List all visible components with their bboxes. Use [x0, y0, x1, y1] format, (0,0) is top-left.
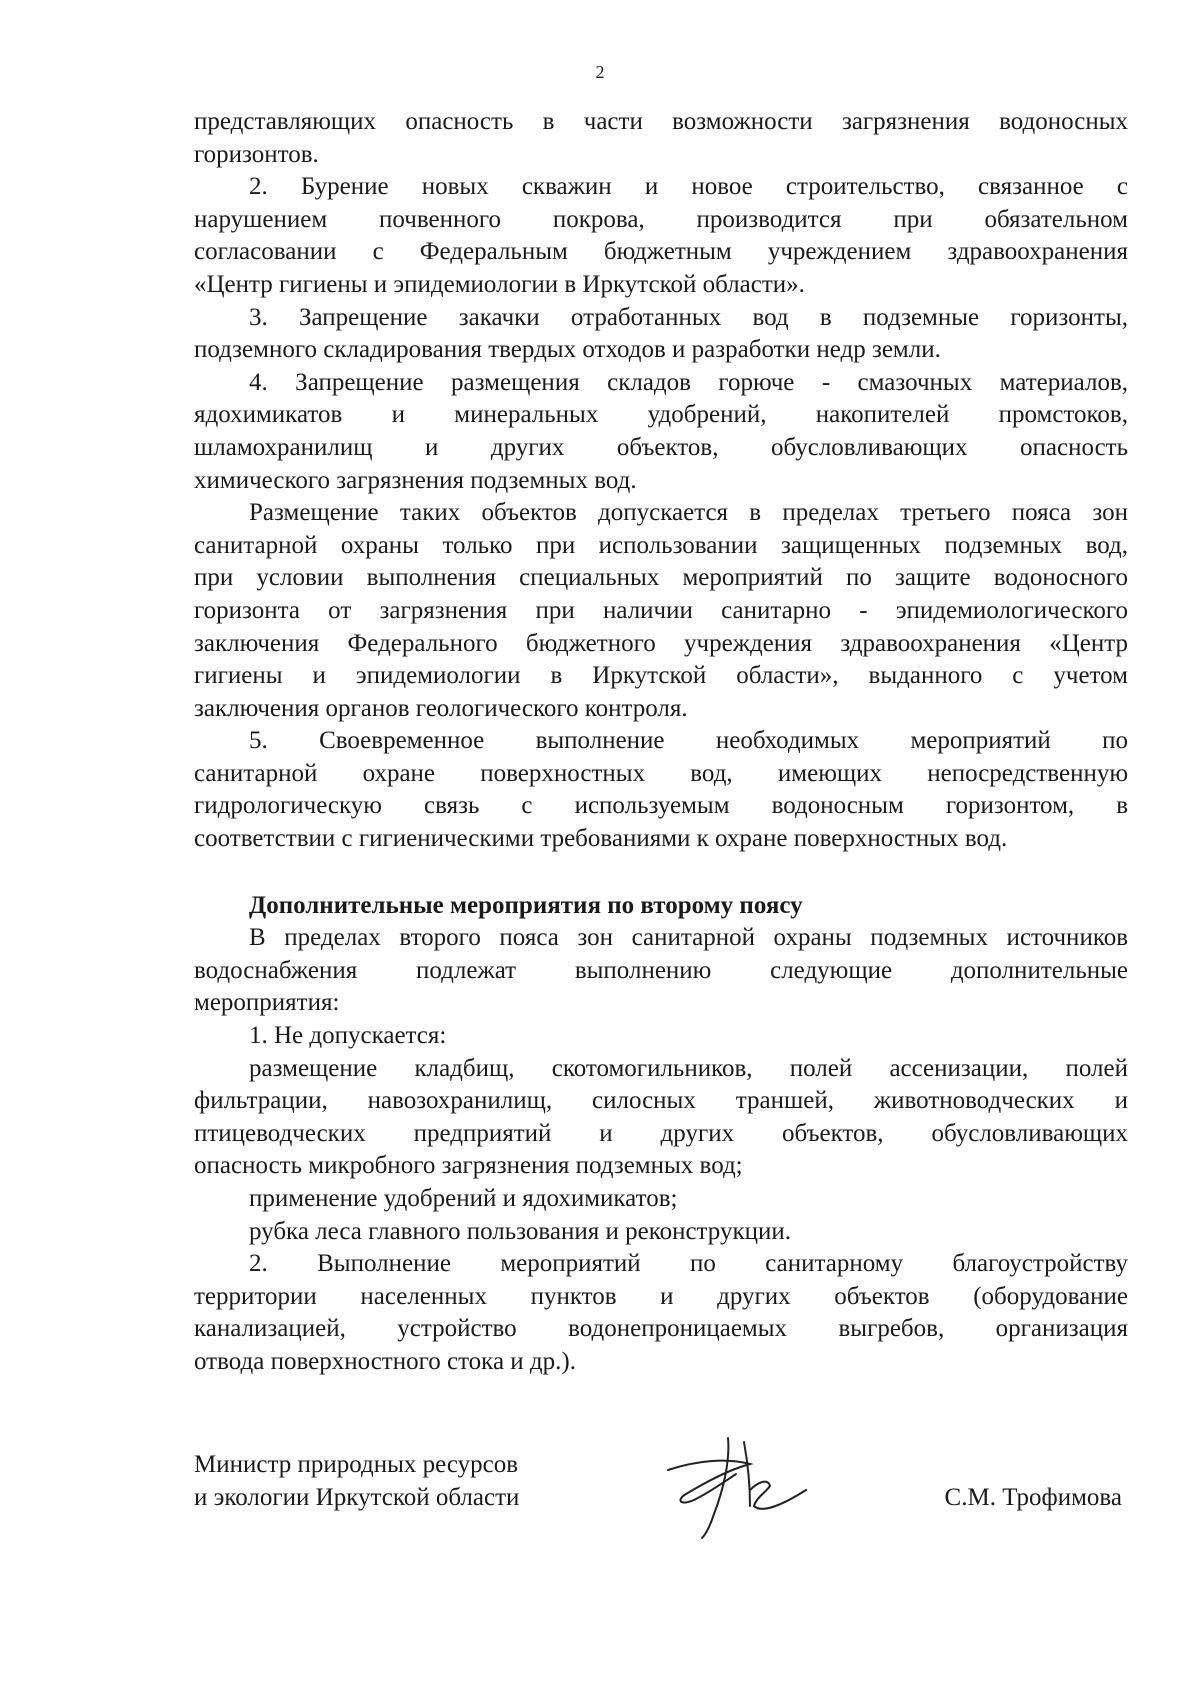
paragraph — [194, 1053, 1128, 1183]
document-body — [194, 106, 1128, 1379]
text-line: санитарной охране поверхностных вод, имеющих непосредственную — [194, 759, 1128, 787]
page-number: 2 — [595, 62, 605, 82]
text-line: отвода поверхностного стока и др.). — [194, 1347, 576, 1375]
text-line: фильтрации, навозохранилищ, силосных траншей, животноводческих и — [194, 1087, 1128, 1115]
paragraph — [194, 302, 1128, 367]
text-line: водоснабжения подлежат выполнению следующие дополнительные — [194, 956, 1128, 984]
text-line: заключения Федерального бюджетного учреждения здравоохранения «Центр — [194, 629, 1128, 657]
signatory-name: С.М. Трофимова — [944, 1484, 1122, 1511]
text-line: «Центр гигиены и эпидемиологии в Иркутской области». — [194, 270, 805, 298]
paragraph — [194, 725, 1128, 855]
text-line: гидрологическую связь с используемым водоносным горизонтом, в — [194, 792, 1128, 820]
text-line: территории населенных пунктов и других объектов (оборудование — [194, 1282, 1128, 1310]
text-line: птицеводческих предприятий и других объектов, обусловливающих — [194, 1119, 1128, 1147]
paragraph — [194, 1020, 1128, 1053]
text-line: размещение кладбищ, скотомогильников, полей ассенизации, полей — [249, 1054, 1128, 1082]
text-line: рубка леса главного пользования и реконструкции. — [249, 1217, 791, 1245]
paragraph — [194, 1183, 1128, 1216]
text-line: опасность микробного загрязнения подземных вод; — [194, 1152, 743, 1180]
paragraph — [194, 106, 1128, 171]
section-heading — [194, 890, 1128, 923]
paragraph — [194, 922, 1128, 1020]
text-line: ядохимикатов и минеральных удобрений, накопителей промстоков, — [194, 401, 1128, 429]
signature-block — [194, 1448, 1128, 1538]
text-line: 2. Выполнение мероприятий по санитарному благоустройству — [249, 1250, 1128, 1278]
text-line: 2. Бурение новых скважин и новое строительство, связанное с — [249, 173, 1128, 201]
paragraph-spacer — [194, 856, 1128, 890]
text-line: горизонтов. — [194, 140, 319, 168]
text-line: соответствии с гигиеническими требованиями к охране поверхностных вод. — [194, 825, 1008, 853]
text-line: нарушением почвенного покрова, производится при обязательном — [194, 205, 1128, 233]
signatory-title-line: Министр природных ресурсов — [194, 1451, 519, 1478]
text-line: применение удобрений и ядохимикатов; — [249, 1185, 678, 1212]
text-line: химического загрязнения подземных вод. — [194, 466, 637, 494]
text-line: шламохранилищ и других объектов, обусловливающих опасность — [194, 433, 1128, 461]
text-line: подземного складирования твердых отходов и разработки недр земли. — [194, 336, 941, 364]
text-line: 4. Запрещение размещения складов горюче - смазочных материалов, — [249, 368, 1128, 396]
text-line: канализацией, устройство водонепроницаемых выгребов, организация — [194, 1315, 1128, 1343]
text-line: санитарной охраны только при использовании защищенных подземных вод, — [194, 531, 1128, 559]
text-line: согласовании с Федеральным бюджетным учреждением здравоохранения — [194, 238, 1128, 266]
paragraph — [194, 497, 1128, 725]
text-line: заключения органов геологического контроля. — [194, 694, 688, 722]
paragraph — [194, 1216, 1128, 1249]
text-line: 1. Не допускается: — [249, 1022, 447, 1050]
text-line: горизонта от загрязнения при наличии санитарно - эпидемиологического — [194, 596, 1128, 624]
signatory-title — [194, 1448, 519, 1514]
text-line: Размещение таких объектов допускается в пределах третьего пояса зон — [249, 499, 1128, 527]
text-line: при условии выполнения специальных мероприятий по защите водоносного — [194, 564, 1128, 592]
paragraph — [194, 367, 1128, 497]
text-line: Дополнительные мероприятия по второму поясу — [249, 891, 803, 919]
signatory-title-line: и экологии Иркутской области — [194, 1484, 520, 1511]
text-line: 3. Запрещение закачки отработанных вод в подземные горизонты, — [249, 303, 1128, 331]
text-line: 5. Своевременное выполнение необходимых мероприятий по — [249, 727, 1128, 755]
handwritten-signature — [658, 1430, 818, 1540]
text-line: гигиены и эпидемиологии в Иркутской области», выданного с учетом — [194, 662, 1128, 690]
text-line: мероприятия: — [194, 989, 340, 1017]
paragraph — [194, 1248, 1128, 1378]
paragraph — [194, 171, 1128, 301]
text-line: В пределах второго пояса зон санитарной охраны подземных источников — [249, 924, 1128, 952]
text-line: представляющих опасность в части возможности загрязнения водоносных — [194, 108, 1128, 135]
